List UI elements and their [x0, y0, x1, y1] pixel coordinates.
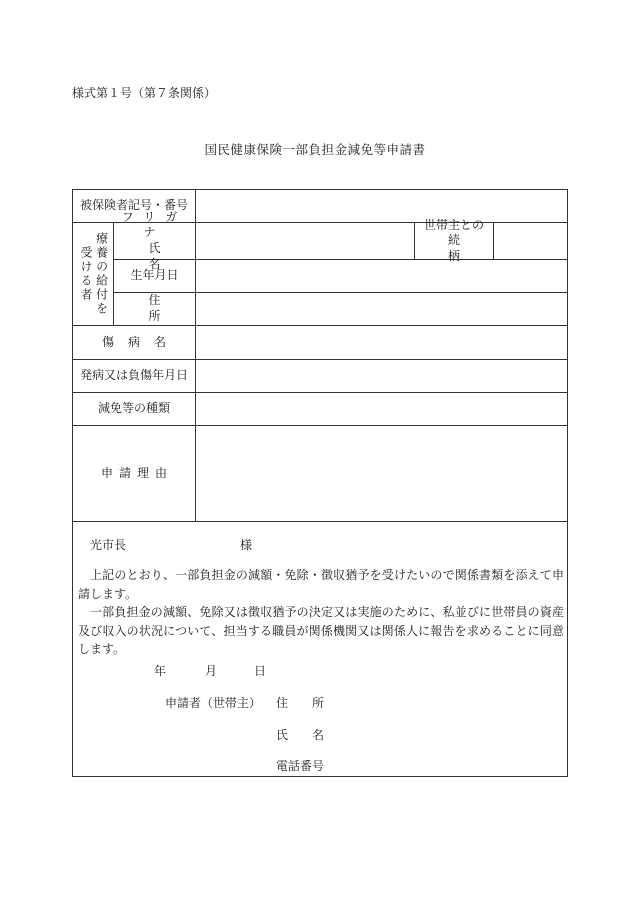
declaration-paragraph-2: 一部負担金の減額、免除又は徴収猶予の決定又は実施のために、私並びに世帯員の資産及び収入の状況について、担当する職員が関係機関又は関係人に報告を求めることに同意します。 [78, 605, 564, 656]
relation-field[interactable] [494, 223, 567, 259]
applicant-label: 申請者（世帯主） [165, 696, 262, 710]
row-divider [73, 521, 567, 522]
birthdate-field[interactable] [196, 260, 567, 292]
insured-number-field[interactable] [196, 190, 567, 222]
name-field[interactable] [196, 223, 414, 259]
furigana-label: フリガナ [121, 209, 188, 240]
relation-label-line2: 続柄 [447, 233, 484, 263]
form-title: 国民健康保険一部負担金減免等申請書 [204, 142, 426, 157]
recipient-group-label-cell [73, 223, 113, 325]
date-year-label: 年 [154, 664, 167, 678]
reason-label: 申請理由 [100, 465, 173, 480]
applicant-address-label: 住所 [276, 696, 349, 710]
birthdate-label: 生年月日 [130, 268, 179, 283]
onset-date-label: 発病又は負傷年月日 [79, 368, 188, 383]
applicant-phone-label: 電話番号 [276, 759, 325, 773]
address-label: 住所 [148, 293, 181, 323]
honorific: 様 [240, 538, 253, 552]
relation-label-line1: 世帯主との [423, 217, 484, 232]
application-form-table [72, 189, 568, 777]
relation-label-cell [415, 217, 493, 263]
onset-date-field[interactable] [196, 360, 567, 392]
applicant-name-label: 氏名 [276, 728, 349, 742]
reduction-type-label: 減免等の種類 [97, 401, 170, 416]
insured-number-label: 被保険者記号・番号 [79, 198, 188, 213]
furigana-name-label-cell [114, 209, 195, 271]
date-month-label: 月 [205, 664, 218, 678]
disease-label: 傷病名 [101, 334, 180, 349]
reduction-type-field[interactable] [196, 393, 567, 425]
disease-field[interactable] [196, 326, 567, 359]
addressee: 光市長 [90, 538, 127, 552]
recipient-group-label: 療養の給付を受ける者 [79, 232, 109, 316]
date-day-label: 日 [254, 664, 267, 678]
form-number: 様式第１号（第７条関係） [72, 86, 217, 100]
declaration-paragraph-1: 上記のとおり、一部負担金の減額・免除・徴収猶予を受けたいので関係書類を添えて申請します。 [78, 568, 564, 601]
reason-field[interactable] [196, 426, 567, 521]
name-label: 氏名 [148, 241, 183, 271]
address-field[interactable] [196, 293, 567, 325]
